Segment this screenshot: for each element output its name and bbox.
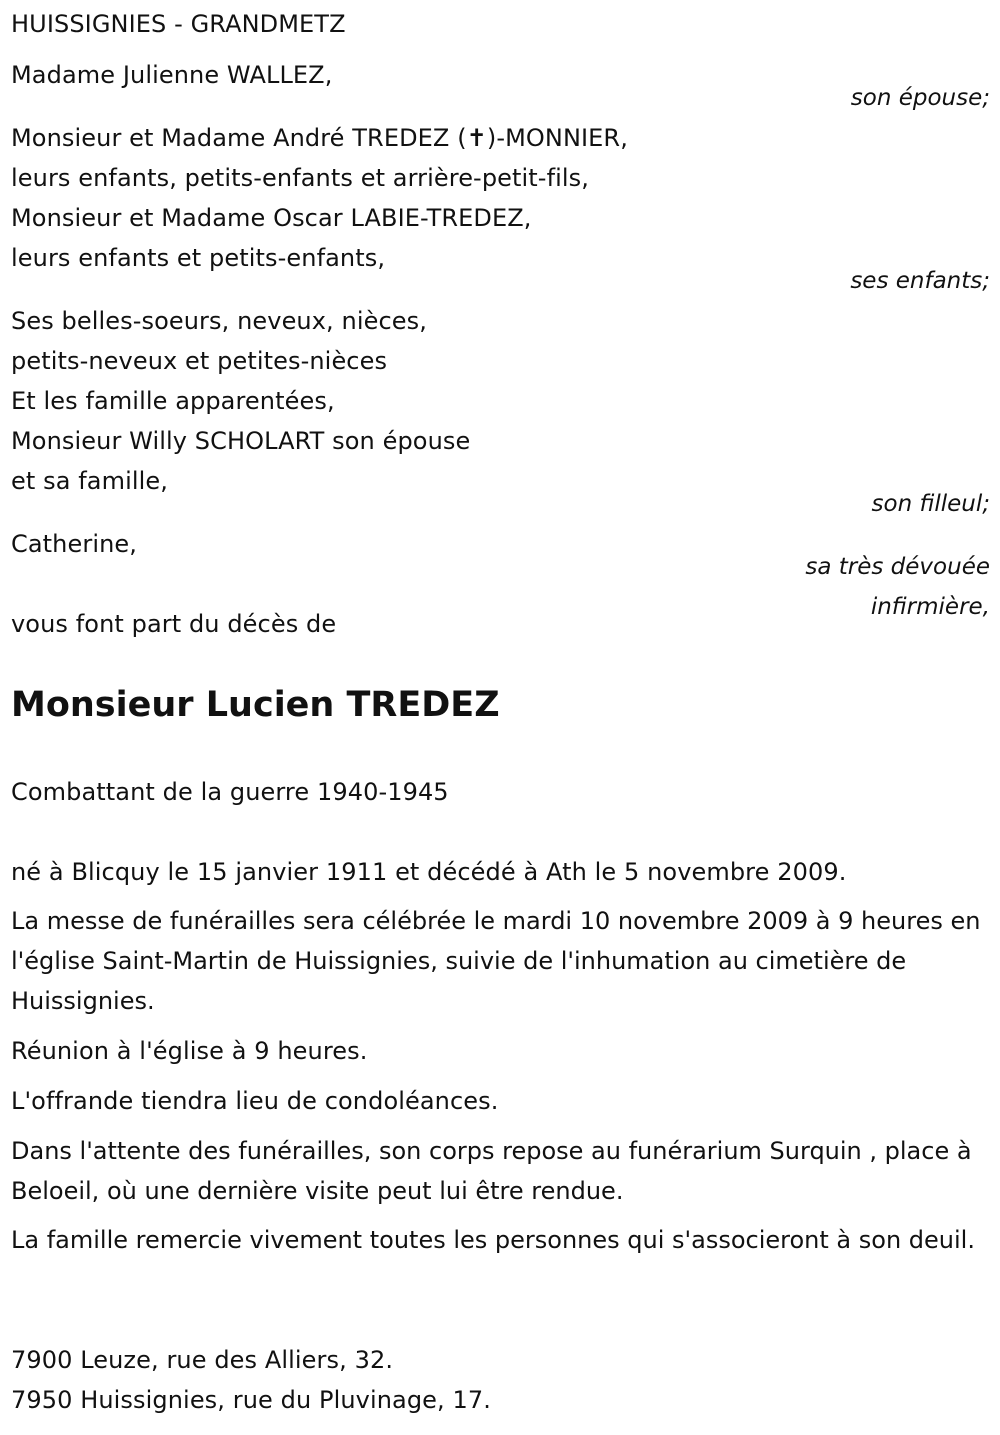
relatives-line-1: Ses belles-soeurs, neveux, nièces, — [11, 307, 427, 335]
deceased-name: Monsieur Lucien TREDEZ — [11, 685, 500, 725]
location-header: HUISSIGNIES - GRANDMETZ — [11, 10, 346, 38]
children-line-3: Monsieur et Madame Oscar LABIE-TREDEZ, — [11, 204, 532, 232]
wife-name: Madame Julienne WALLEZ, — [11, 61, 333, 89]
wife-role: son épouse; — [850, 85, 990, 111]
relatives-line-5: et sa famille, — [11, 467, 168, 495]
godson-role: son filleul; — [871, 491, 990, 517]
relatives-line-4: Monsieur Willy SCHOLART son épouse — [11, 427, 471, 455]
announcement: vous font part du décès de — [11, 610, 337, 638]
nurse-role-line-1: sa très dévouée — [805, 554, 990, 580]
children-role: ses enfants; — [850, 268, 990, 294]
visitation-text: Dans l'attente des funérailles, son corps repose au funérarium Surquin , place à Beloeil, où une dernière visite peut lui être rendue. — [11, 1137, 972, 1205]
funeral-text: La messe de funérailles sera célébrée le mardi 10 novembre 2009 à 9 heures en l'église Saint-Martin de Huissignies, suivie de l'inhumation au cimetière de Huissignies. — [11, 907, 981, 1015]
nurse-role-line-2: infirmière, — [870, 594, 990, 620]
thanks-text: La famille remercie vivement toutes les personnes qui s'associeront à son deuil. — [11, 1226, 975, 1254]
relatives-line-3: Et les famille apparentées, — [11, 387, 335, 415]
relatives-line-2: petits-neveux et petites-nièces — [11, 347, 388, 375]
children-line-1: Monsieur et Madame André TREDEZ (✝)-MONNIER, — [11, 124, 628, 152]
children-line-2: leurs enfants, petits-enfants et arrière-petit-fils, — [11, 164, 589, 192]
address-1: 7900 Leuze, rue des Alliers, 32. — [11, 1346, 394, 1374]
nurse-name: Catherine, — [11, 530, 137, 558]
meeting-text: Réunion à l'église à 9 heures. — [11, 1037, 368, 1065]
birth-death-text: né à Blicquy le 15 janvier 1911 et décédé à Ath le 5 novembre 2009. — [11, 858, 847, 886]
address-2: 7950 Huissignies, rue du Pluvinage, 17. — [11, 1386, 491, 1414]
children-line-4: leurs enfants et petits-enfants, — [11, 244, 386, 272]
offering-text: L'offrande tiendra lieu de condoléances. — [11, 1087, 499, 1115]
deceased-distinction: Combattant de la guerre 1940-1945 — [11, 778, 449, 806]
